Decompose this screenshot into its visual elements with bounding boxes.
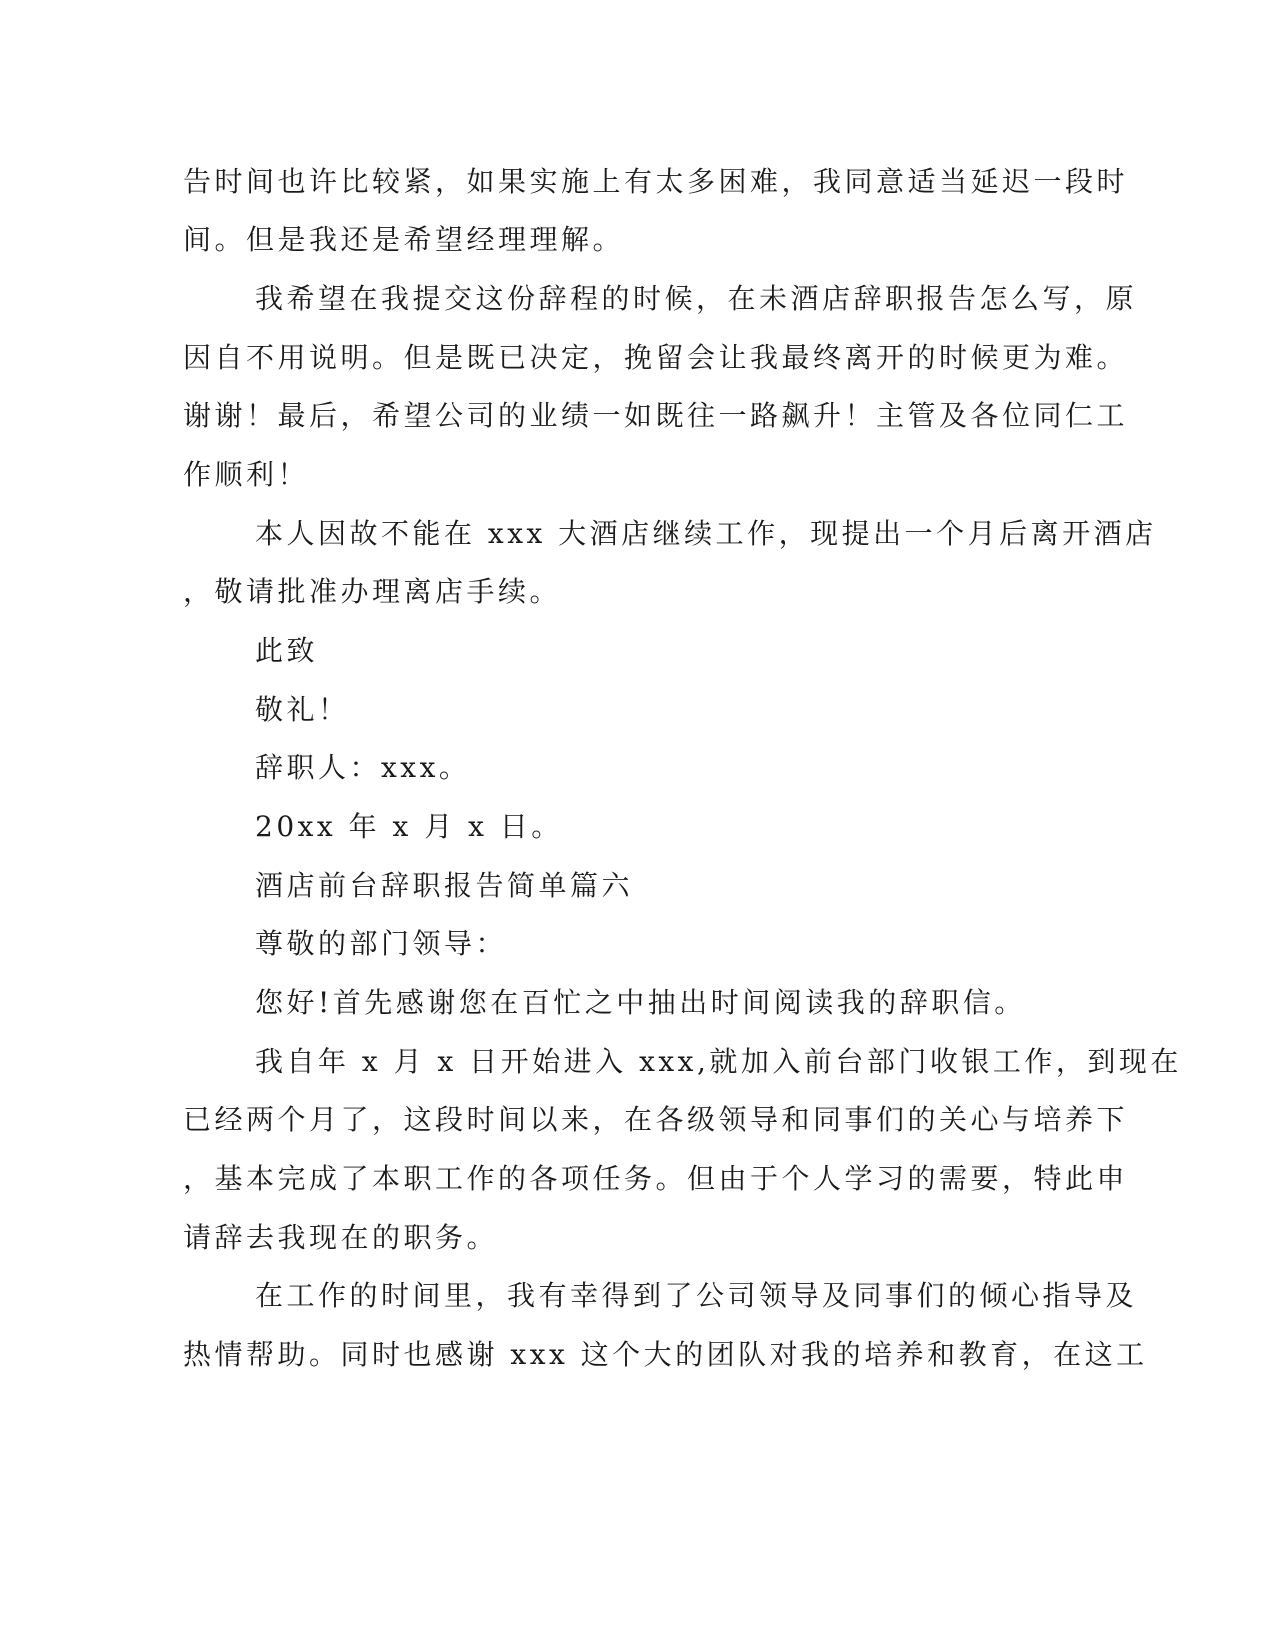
paragraph-line: 间。但是我还是希望经理理解。 (183, 223, 625, 256)
paragraph-line: 作顺利！ (183, 458, 310, 491)
paragraph-line: 请辞去我现在的职务。 (183, 1221, 499, 1254)
salutation-regards: 敬礼！ (255, 693, 350, 726)
paragraph-line: 告时间也许比较紧，如果实施上有太多困难，我同意适当延迟一段时 (183, 165, 1129, 198)
paragraph-line: 我希望在我提交这份辞程的时候，在未酒店辞职报告怎么写，原 (255, 282, 1138, 315)
paragraph-line: 您好!首先感谢您在百忙之中抽出时间阅读我的辞职信。 (255, 986, 1026, 1019)
signature-line: 辞职人：xxx。 (255, 751, 471, 784)
paragraph-line: ，敬请批准办理离店手续。 (183, 575, 562, 608)
paragraph-line: 在工作的时间里，我有幸得到了公司领导及同事们的倾心指导及 (255, 1279, 1138, 1312)
salutation-closing: 此致 (255, 634, 319, 667)
paragraph-line: ，基本完成了本职工作的各项任务。但由于个人学习的需要，特此申 (183, 1162, 1129, 1195)
letter-greeting: 尊敬的部门领导： (255, 927, 508, 960)
paragraph-line: 热情帮助。同时也感谢 xxx 这个大的团队对我的培养和教育，在这工 (183, 1338, 1148, 1371)
paragraph-line: 谢谢！最后，希望公司的业绩一如既往一路飙升！主管及各位同仁工 (183, 399, 1129, 432)
paragraph-line: 我自年 x 月 x 日开始进入 xxx,就加入前台部门收银工作，到现在 (255, 1045, 1182, 1078)
paragraph-line: 因自不用说明。但是既已决定，挽留会让我最终离开的时候更为难。 (183, 341, 1129, 374)
paragraph-line: 已经两个月了，这段时间以来，在各级领导和同事们的关心与培养下 (183, 1103, 1129, 1136)
paragraph-line: 本人因故不能在 xxx 大酒店继续工作，现提出一个月后离开酒店 (255, 517, 1157, 550)
section-heading: 酒店前台辞职报告简单篇六 (255, 869, 634, 902)
date-line: 20xx 年 x 月 x 日。 (255, 810, 563, 843)
